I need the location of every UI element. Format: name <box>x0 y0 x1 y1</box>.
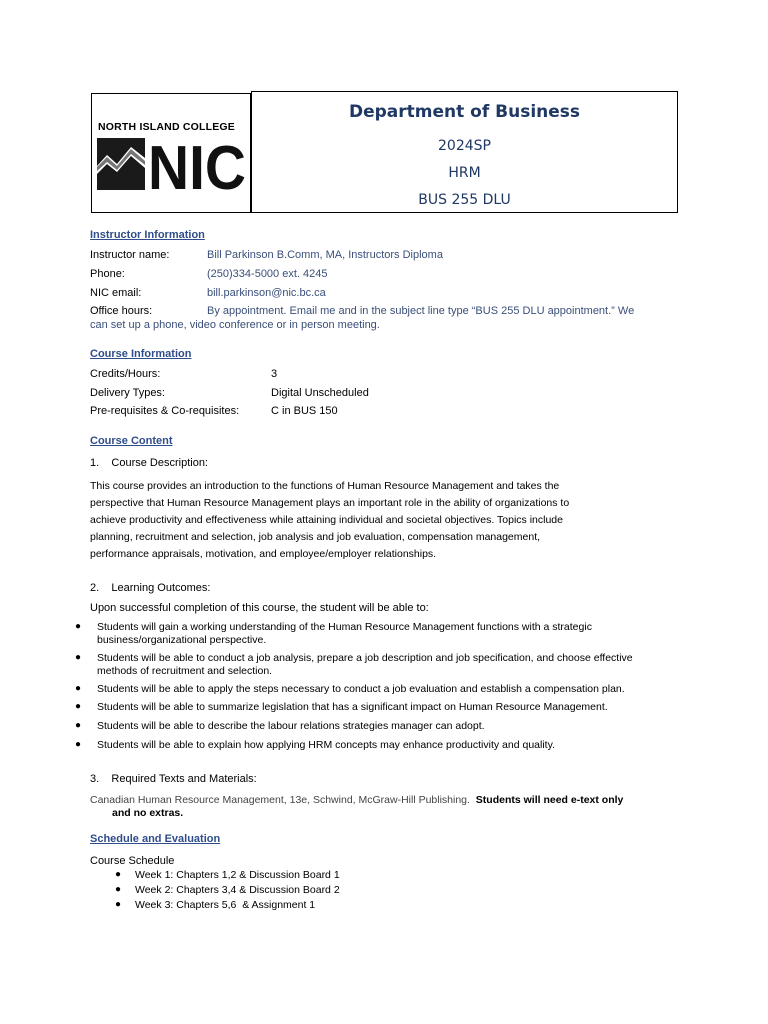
email-value[interactable]: bill.parkinson@nic.bc.ca <box>207 287 326 299</box>
college-name: NORTH ISLAND COLLEGE <box>98 121 235 133</box>
delivery-value: Digital Unscheduled <box>271 387 369 399</box>
phone-value: (250)334-5000 ext. 4245 <box>207 268 328 280</box>
bullet-icon: ● <box>75 701 82 712</box>
bullet-icon: ● <box>75 739 82 750</box>
course-info-heading: Course Information <box>90 348 192 360</box>
outcome-item <box>97 720 485 733</box>
bullet-icon: ● <box>75 720 82 731</box>
delivery-label: Delivery Types: <box>90 387 165 399</box>
bullet-icon: ● <box>115 899 122 910</box>
college-logo-box <box>91 93 251 213</box>
term: 2024SP <box>438 138 491 154</box>
schedule-subtitle: Course Schedule <box>90 855 175 867</box>
nic-logo-icon <box>97 138 247 194</box>
schedule-heading: Schedule and Evaluation <box>90 833 221 845</box>
instructor-name-label: Instructor name: <box>90 249 170 261</box>
outcome-item <box>97 652 633 678</box>
outcome-line: Students will be able to conduct a job analysis, prepare a job description and job specification, and choose effective <box>97 652 633 664</box>
description-line: This course provides an introduction to the functions of Human Resource Management and takes the <box>90 480 560 492</box>
description-line: performance appraisals, motivation, and employee/employer relationships. <box>90 548 437 560</box>
email-label: NIC email: <box>90 287 142 299</box>
office-hours-value-cont: can set up a phone, video conference or in person meeting. <box>90 319 380 331</box>
outcome-line: business/organizational perspective. <box>97 634 267 646</box>
credits-value: 3 <box>271 368 278 380</box>
outcome-line: Students will be able to summarize legislation that has a significant impact on Human Resource Management. <box>97 701 608 713</box>
schedule-week: Week 2: Chapters 3,4 & Discussion Board 2 <box>135 884 340 896</box>
outcomes-title: 2. Learning Outcomes: <box>90 582 211 594</box>
course-code: BUS 255 DLU <box>418 192 511 208</box>
office-hours-label: Office hours: <box>90 305 153 317</box>
bullet-icon: ● <box>75 621 82 632</box>
outcome-line: Students will be able to apply the steps necessary to conduct a job evaluation and establish a compensation plan. <box>97 683 625 695</box>
department-header <box>251 91 678 213</box>
outcome-line: Students will be able to describe the labour relations strategies manager can adopt. <box>97 720 485 732</box>
bullet-icon: ● <box>115 869 122 880</box>
schedule-week: Week 3: Chapters 5,6 & Assignment 1 <box>135 899 316 911</box>
prereq-label: Pre-requisites & Co-requisites: <box>90 405 240 417</box>
outcome-line: Students will be able to explain how applying HRM concepts may enhance productivity and quality. <box>97 739 555 751</box>
outcomes-intro: Upon successful completion of this course, the student will be able to: <box>90 602 429 614</box>
description-line: achieve productivity and effectiveness while attaining individual and societal objectives. Topics include <box>90 514 563 526</box>
bullet-icon: ● <box>75 683 82 694</box>
outcome-item <box>97 739 555 752</box>
logo-wordmark: NIC <box>148 138 246 194</box>
schedule-week: Week 1: Chapters 1,2 & Discussion Board 1 <box>135 869 340 881</box>
etext-note-cont: and no extras. <box>112 807 184 819</box>
bullet-icon: ● <box>115 884 122 895</box>
course-content-heading: Course Content <box>90 435 173 447</box>
texts-line <box>90 794 623 806</box>
phone-label: Phone: <box>90 268 125 280</box>
credits-label: Credits/Hours: <box>90 368 161 380</box>
outcome-item <box>97 621 592 647</box>
outcome-line: Students will gain a working understanding of the Human Resource Management functions with a strategic <box>97 621 592 633</box>
instructor-heading: Instructor Information <box>90 229 205 241</box>
texts-title: 3. Required Texts and Materials: <box>90 773 257 785</box>
outcome-line: methods of recruitment and selection. <box>97 665 273 677</box>
description-title: 1. Course Description: <box>90 457 208 469</box>
textbook-citation: Canadian Human Resource Management, 13e, Schwind, McGraw-Hill Publishing. <box>90 794 470 806</box>
bullet-icon: ● <box>75 652 82 663</box>
subject: HRM <box>448 165 481 181</box>
outcome-item <box>97 701 608 714</box>
description-paragraph <box>90 478 569 563</box>
description-line: planning, recruitment and selection, job analysis and job evaluation, compensation management, <box>90 531 541 543</box>
department-title: Department of Business <box>348 102 581 122</box>
office-hours-value: By appointment. Email me and in the subject line type “BUS 255 DLU appointment.” We <box>207 305 635 317</box>
outcome-item <box>97 683 625 696</box>
instructor-name-value: Bill Parkinson B.Comm, MA, Instructors Diploma <box>207 249 443 261</box>
etext-note: Students will need e-text only <box>475 794 624 806</box>
description-line: perspective that Human Resource Management plays an important role in the ability of organizations to <box>90 497 570 509</box>
prereq-value: C in BUS 150 <box>271 405 338 417</box>
